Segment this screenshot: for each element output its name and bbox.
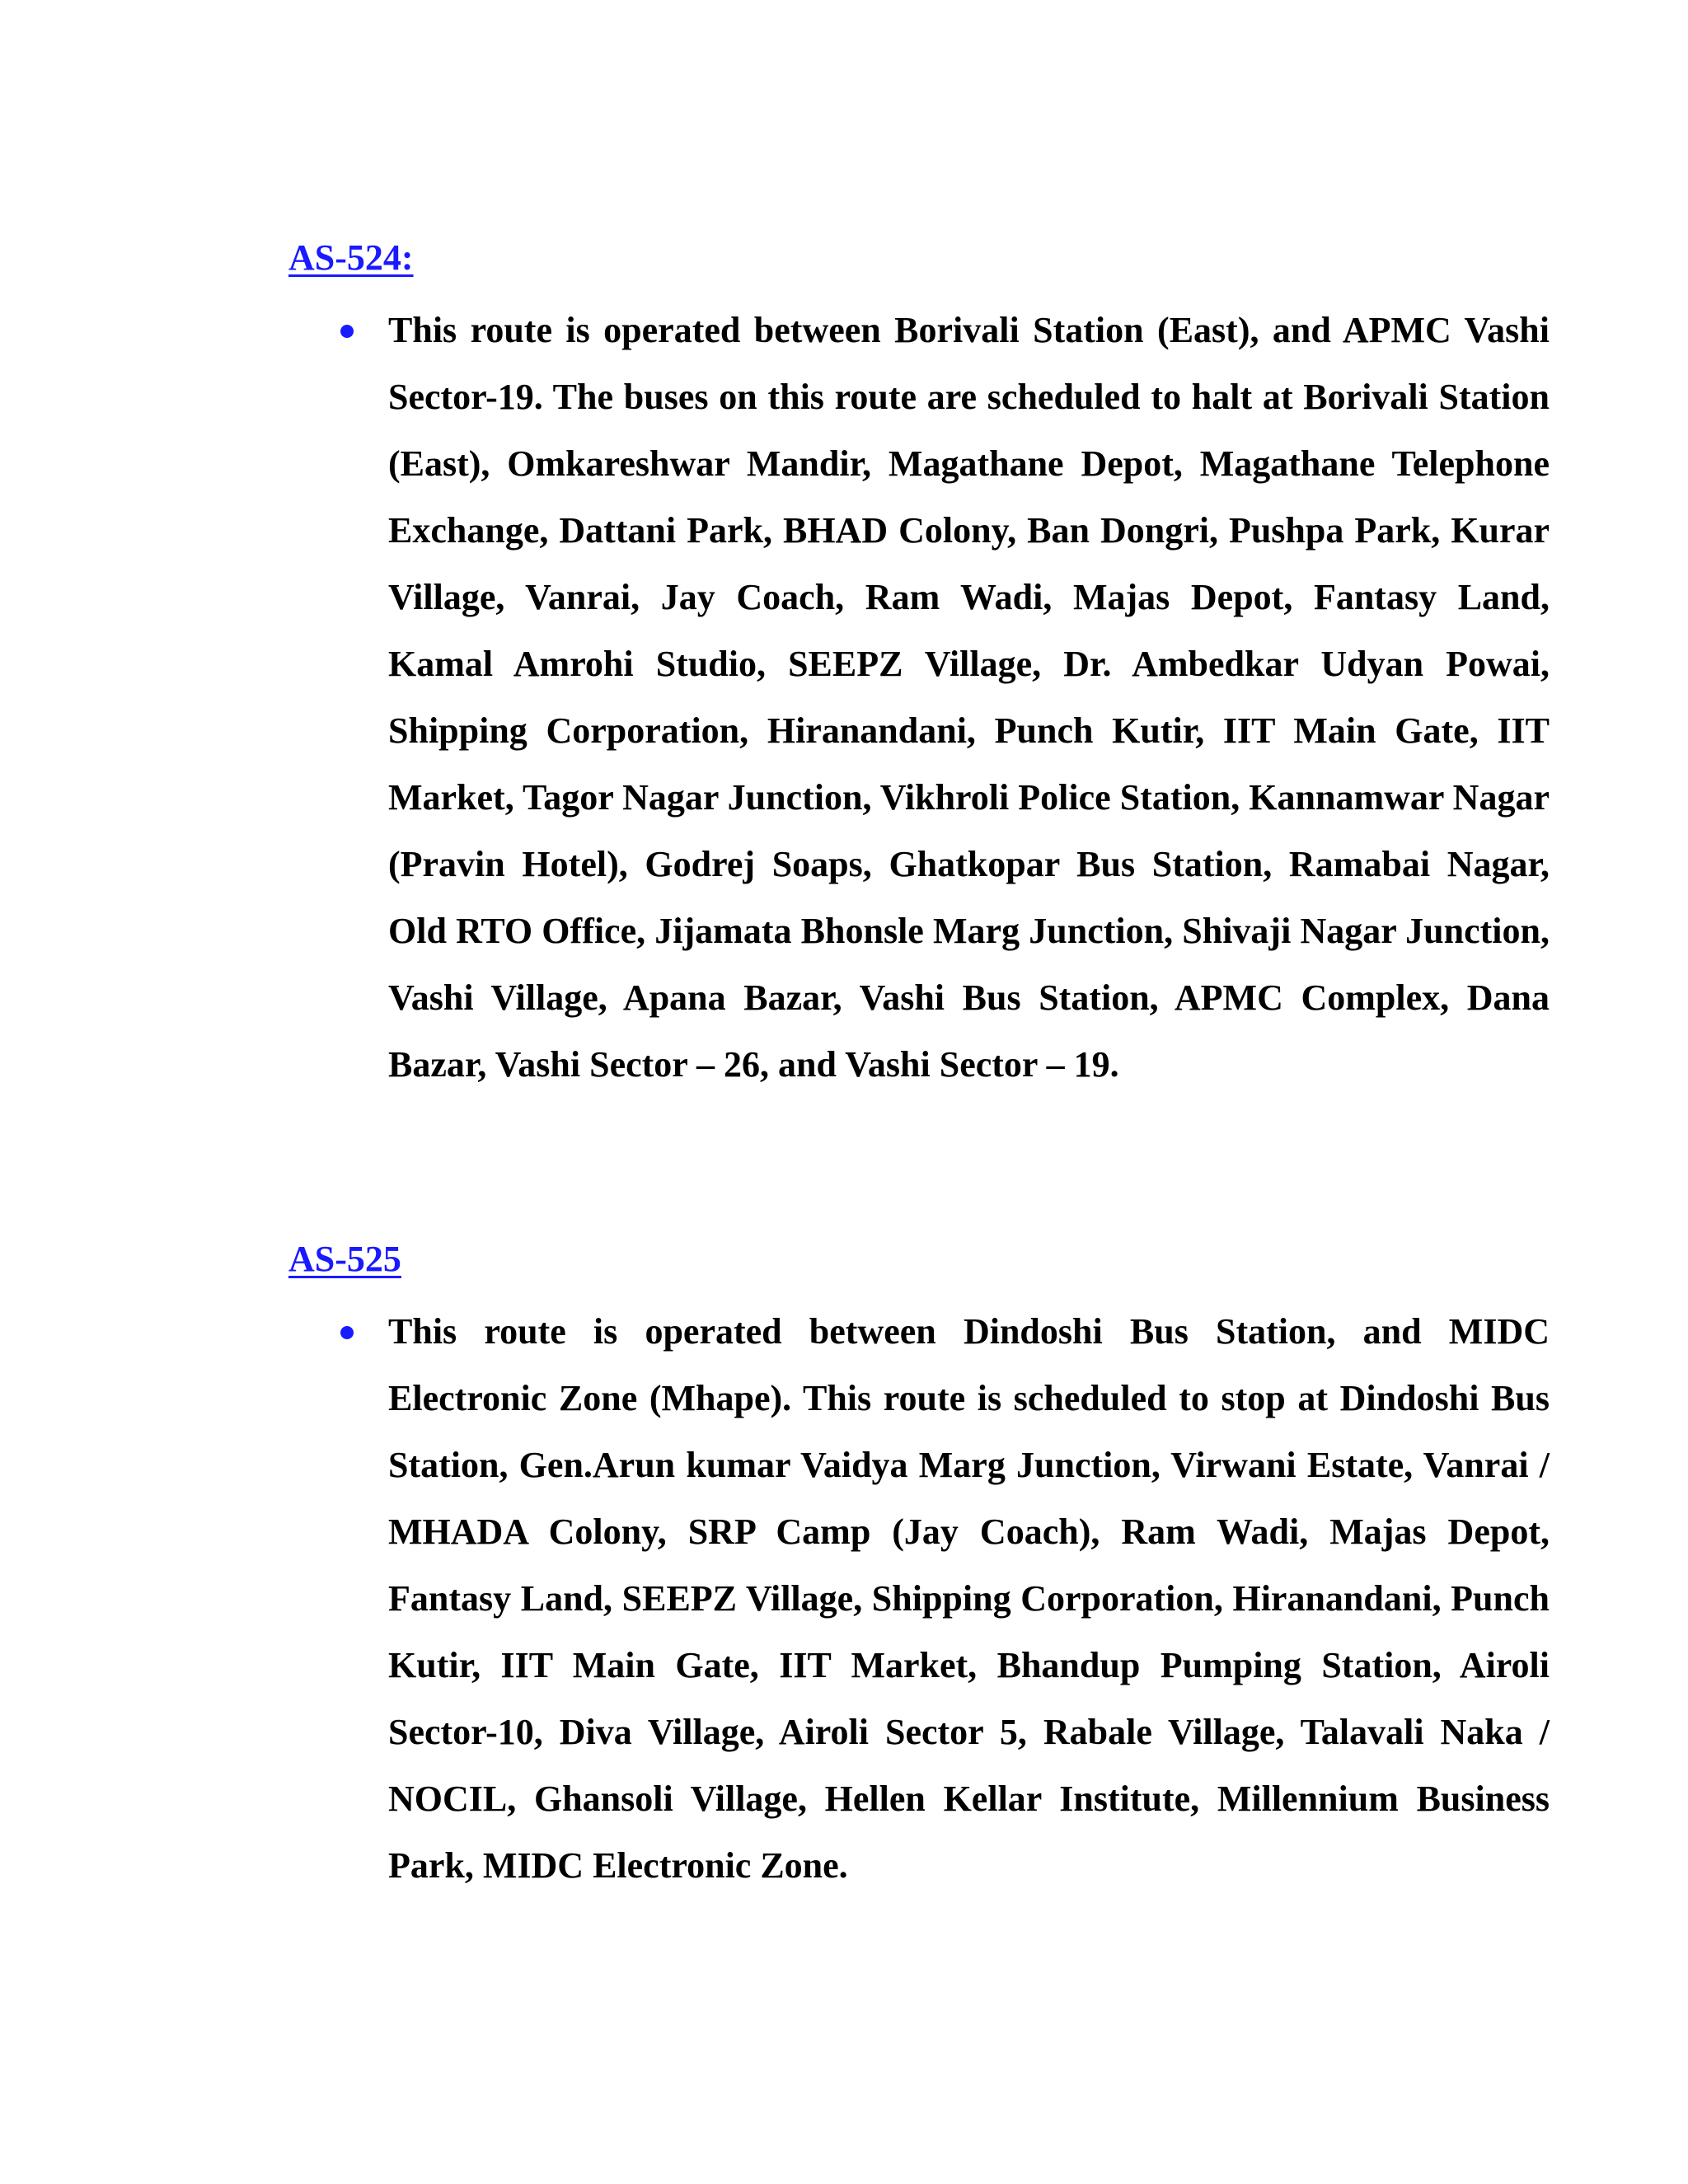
- bullet-icon: [340, 325, 354, 338]
- route-heading-link[interactable]: AS-525: [288, 1239, 401, 1279]
- route-section-as-525: [288, 1230, 1550, 1899]
- list-item: [388, 297, 1550, 1098]
- route-description-list: [288, 297, 1550, 1098]
- bullet-icon: [340, 1326, 354, 1339]
- route-section-as-524: [288, 229, 1550, 1098]
- route-description: This route is operated between Borivali Station (East), and APMC Vashi Sector-19. The buses on this route are scheduled to halt at Borivali Station (East), Omkareshwar Mandir, Magathane Depot, Magathane Telephone Exchange, Dattani Park, BHAD Colony, Ban Dongri, Pushpa Park, Kurar Village, Vanrai, Jay Coach, Ram Wadi, Majas Depot, Fantasy Land, Kamal Amrohi Studio, SEEPZ Village, Dr. Ambedkar Udyan Powai, Shipping Corporation, Hiranandani, Punch Kutir, IIT Main Gate, IIT Market, Tagor Nagar Junction, Vikhroli Police Station, Kannamwar Nagar (Pravin Hotel), Godrej Soaps, Ghatkopar Bus Station, Ramabai Nagar, Old RTO Office, Jijamata Bhonsle Marg Junction, Shivaji Nagar Junction, Vashi Village, Apana Bazar, Vashi Bus Station, APMC Complex, Dana Bazar, Vashi Sector – 26, and Vashi Sector – 19.: [388, 310, 1550, 1085]
- list-item: [388, 1298, 1550, 1899]
- route-heading-link[interactable]: AS-524:: [288, 237, 414, 278]
- route-description: This route is operated between Dindoshi Bus Station, and MIDC Electronic Zone (Mhape). This route is scheduled to stop at Dindoshi Bus Station, Gen.Arun kumar Vaidya Marg Junction, Virwani Estate, Vanrai / MHADA Colony, SRP Camp (Jay Coach), Ram Wadi, Majas Depot, Fantasy Land, SEEPZ Village, Shipping Corporation, Hiranandani, Punch Kutir, IIT Main Gate, IIT Market, Bhandup Pumping Station, Airoli Sector-10, Diva Village, Airoli Sector 5, Rabale Village, Talavali Naka / NOCIL, Ghansoli Village, Hellen Kellar Institute, Millennium Business Park, MIDC Electronic Zone.: [388, 1311, 1550, 1886]
- route-description-list: [288, 1298, 1550, 1899]
